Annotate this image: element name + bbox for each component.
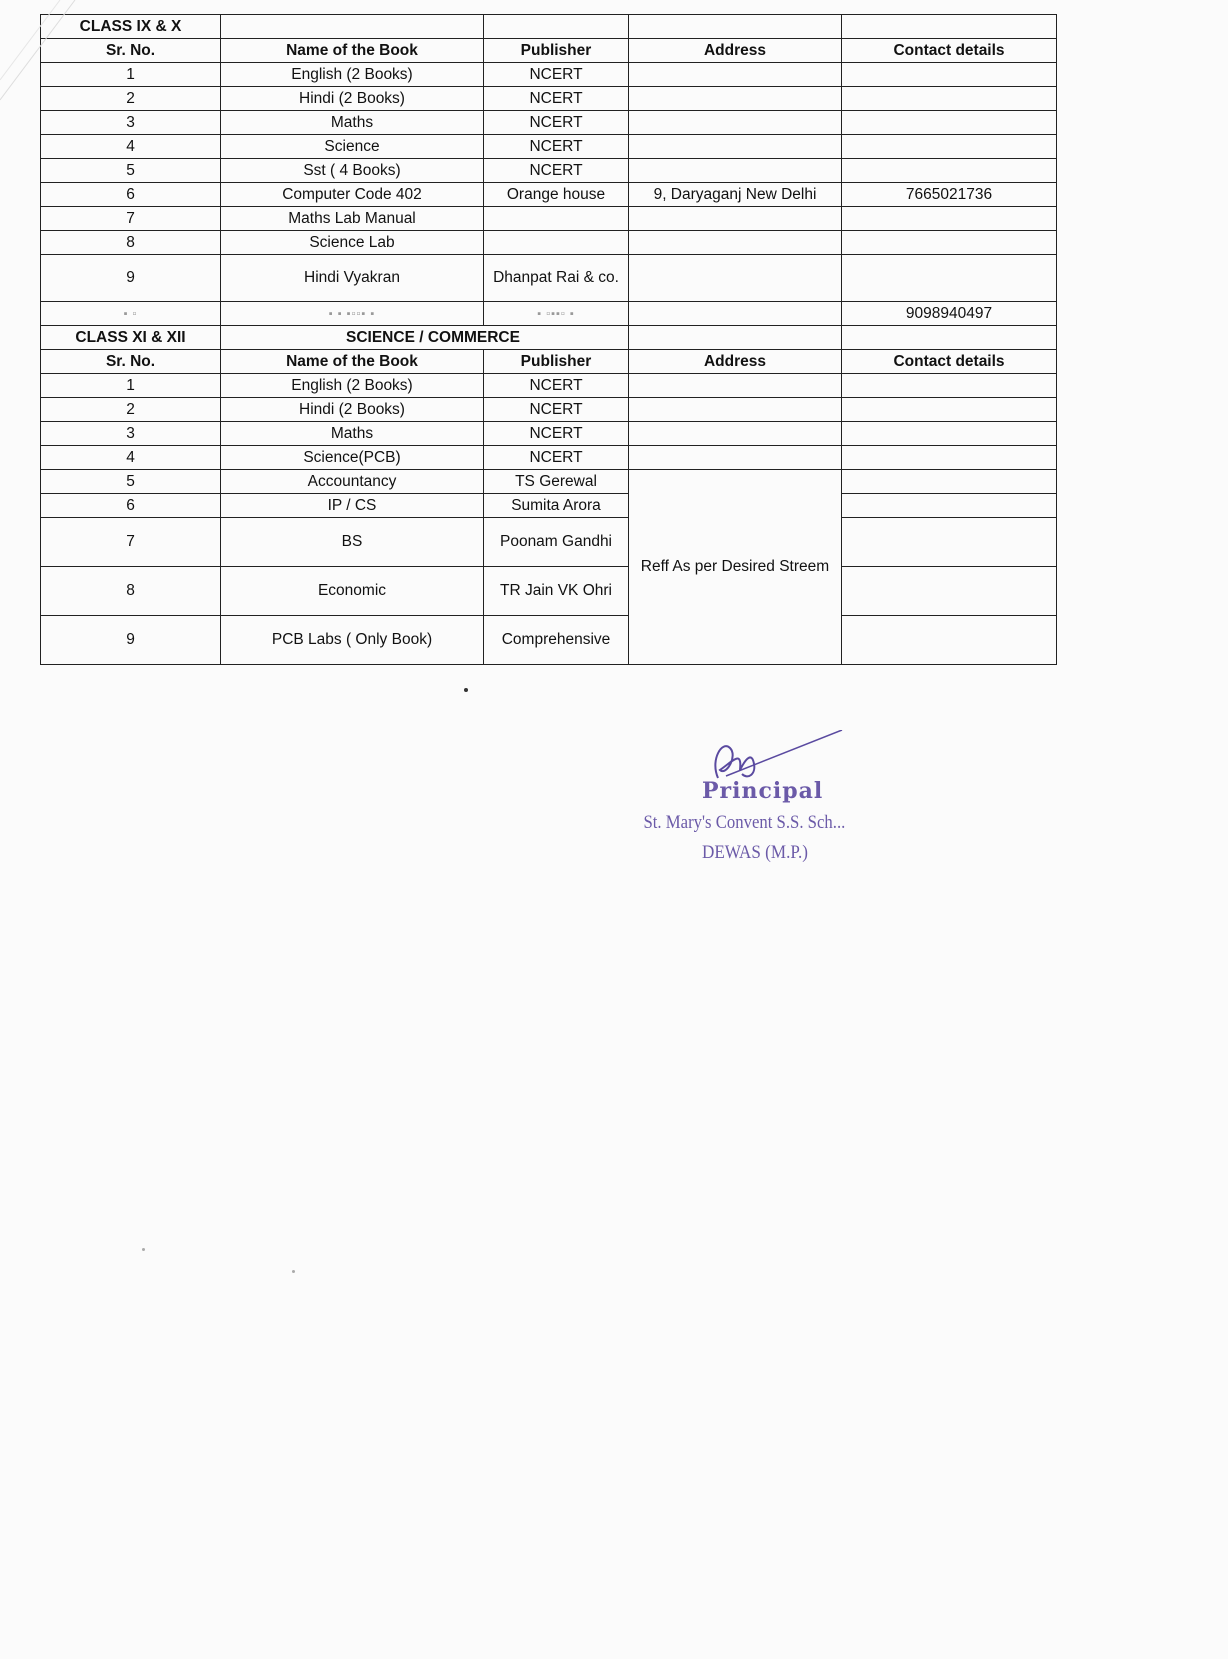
contact-cell xyxy=(842,422,1057,446)
contact-cell: 9098940497 xyxy=(842,302,1057,326)
table-row xyxy=(41,255,1057,302)
book-list-sheet xyxy=(40,14,1056,665)
contact-cell xyxy=(842,87,1057,111)
header-book-name: Name of the Book xyxy=(221,350,484,374)
sr-cell: 7 xyxy=(41,518,221,567)
sr-cell: 9 xyxy=(41,616,221,665)
sr-cell: 7 xyxy=(41,207,221,231)
contact-cell xyxy=(842,231,1057,255)
sr-cell: 5 xyxy=(41,470,221,494)
contact-cell xyxy=(842,446,1057,470)
address-cell: 9, Daryaganj New Delhi xyxy=(629,183,842,207)
contact-cell xyxy=(842,374,1057,398)
address-cell xyxy=(629,422,842,446)
sr-cell: 3 xyxy=(41,111,221,135)
section1-header-row xyxy=(41,39,1057,63)
book-cell: Sst ( 4 Books) xyxy=(221,159,484,183)
book-cell: Computer Code 402 xyxy=(221,183,484,207)
sr-cell: 8 xyxy=(41,567,221,616)
book-cell: English (2 Books) xyxy=(221,374,484,398)
header-publisher: Publisher xyxy=(484,39,629,63)
contact-cell xyxy=(842,159,1057,183)
illegible-row xyxy=(41,302,1057,326)
table-row xyxy=(41,567,1057,616)
table-row xyxy=(41,231,1057,255)
header-publisher: Publisher xyxy=(484,350,629,374)
book-cell: Science(PCB) xyxy=(221,446,484,470)
contact-cell xyxy=(842,111,1057,135)
table-row xyxy=(41,159,1057,183)
book-cell: Hindi Vyakran xyxy=(221,255,484,302)
section2-header-row xyxy=(41,350,1057,374)
address-cell xyxy=(629,231,842,255)
section1-class-label: CLASS IX & X xyxy=(41,15,221,39)
contact-cell: 7665021736 xyxy=(842,183,1057,207)
sr-cell: 6 xyxy=(41,183,221,207)
sr-cell: 6 xyxy=(41,494,221,518)
book-cell: Accountancy xyxy=(221,470,484,494)
address-cell xyxy=(629,159,842,183)
contact-cell xyxy=(842,518,1057,567)
sr-cell: 1 xyxy=(41,63,221,87)
publisher-cell: Dhanpat Rai & co. xyxy=(484,255,629,302)
table-row xyxy=(41,87,1057,111)
publisher-cell: NCERT xyxy=(484,159,629,183)
book-cell: English (2 Books) xyxy=(221,63,484,87)
publisher-cell: NCERT xyxy=(484,87,629,111)
address-cell xyxy=(629,63,842,87)
section2-class-label: CLASS XI & XII xyxy=(41,326,221,350)
address-cell xyxy=(629,111,842,135)
sr-cell: 5 xyxy=(41,159,221,183)
table-row xyxy=(41,63,1057,87)
sr-cell: 4 xyxy=(41,446,221,470)
sr-cell: 2 xyxy=(41,87,221,111)
contact-cell xyxy=(842,567,1057,616)
section2-stream-label: SCIENCE / COMMERCE xyxy=(221,326,629,350)
ink-dot xyxy=(464,688,468,692)
illegible-book: ▪ ▪ ▪▫▫▪ ▪ xyxy=(221,302,484,326)
contact-cell xyxy=(842,63,1057,87)
table-row xyxy=(41,183,1057,207)
book-cell: Maths xyxy=(221,111,484,135)
header-contact: Contact details xyxy=(842,39,1057,63)
contact-cell xyxy=(842,135,1057,159)
book-cell: Hindi (2 Books) xyxy=(221,398,484,422)
publisher-cell: TS Gerewal xyxy=(484,470,629,494)
address-cell xyxy=(629,446,842,470)
address-cell xyxy=(629,255,842,302)
sr-cell: 2 xyxy=(41,398,221,422)
sr-cell: 1 xyxy=(41,374,221,398)
section1-class-row xyxy=(41,15,1057,39)
address-cell xyxy=(629,87,842,111)
table-row xyxy=(41,135,1057,159)
publisher-cell: Poonam Gandhi xyxy=(484,518,629,567)
stamp-school: St. Mary's Convent S.S. Sch... xyxy=(643,812,846,833)
principal-stamp xyxy=(630,730,890,880)
header-sr-no: Sr. No. xyxy=(41,350,221,374)
stamp-place: DEWAS (M.P.) xyxy=(702,842,808,863)
address-cell xyxy=(629,135,842,159)
contact-cell xyxy=(842,255,1057,302)
book-cell: Hindi (2 Books) xyxy=(221,87,484,111)
publisher-cell: Orange house xyxy=(484,183,629,207)
book-list-table xyxy=(40,14,1057,665)
table-row xyxy=(41,470,1057,494)
contact-cell xyxy=(842,398,1057,422)
contact-cell xyxy=(842,616,1057,665)
header-address: Address xyxy=(629,39,842,63)
book-cell: Maths xyxy=(221,422,484,446)
table-row xyxy=(41,616,1057,665)
table-row xyxy=(41,207,1057,231)
sr-cell: 8 xyxy=(41,231,221,255)
book-cell: Economic xyxy=(221,567,484,616)
publisher-cell: NCERT xyxy=(484,111,629,135)
header-address: Address xyxy=(629,350,842,374)
scan-corner-shadow xyxy=(0,0,80,110)
sr-cell: 9 xyxy=(41,255,221,302)
table-row xyxy=(41,374,1057,398)
book-cell: Science Lab xyxy=(221,231,484,255)
publisher-cell: Sumita Arora xyxy=(484,494,629,518)
section2-class-row xyxy=(41,326,1057,350)
book-cell: Maths Lab Manual xyxy=(221,207,484,231)
publisher-cell: TR Jain VK Ohri xyxy=(484,567,629,616)
table-row xyxy=(41,518,1057,567)
sr-cell: 3 xyxy=(41,422,221,446)
publisher-cell xyxy=(484,231,629,255)
publisher-cell: NCERT xyxy=(484,63,629,87)
table-row xyxy=(41,398,1057,422)
header-sr-no: Sr. No. xyxy=(41,39,221,63)
book-cell: PCB Labs ( Only Book) xyxy=(221,616,484,665)
contact-cell xyxy=(842,207,1057,231)
publisher-cell: NCERT xyxy=(484,422,629,446)
header-contact: Contact details xyxy=(842,350,1057,374)
illegible-sr: ▪ ▫ xyxy=(41,302,221,326)
address-cell xyxy=(629,207,842,231)
publisher-cell: NCERT xyxy=(484,398,629,422)
publisher-cell xyxy=(484,207,629,231)
scan-speck xyxy=(142,1248,145,1251)
sr-cell: 4 xyxy=(41,135,221,159)
contact-cell xyxy=(842,470,1057,494)
book-cell: Science xyxy=(221,135,484,159)
address-cell xyxy=(629,302,842,326)
address-cell xyxy=(629,374,842,398)
book-cell: BS xyxy=(221,518,484,567)
table-row xyxy=(41,494,1057,518)
contact-cell xyxy=(842,494,1057,518)
stamp-title: Principal xyxy=(702,778,824,804)
publisher-cell: NCERT xyxy=(484,446,629,470)
illegible-publisher: ▪ ▫▪▪▫ ▪ xyxy=(484,302,629,326)
table-row xyxy=(41,422,1057,446)
address-cell xyxy=(629,398,842,422)
publisher-cell: NCERT xyxy=(484,374,629,398)
table-row xyxy=(41,446,1057,470)
publisher-cell: NCERT xyxy=(484,135,629,159)
publisher-cell: Comprehensive xyxy=(484,616,629,665)
merged-address-cell: Reff As per Desired Streem xyxy=(629,470,842,665)
header-book-name: Name of the Book xyxy=(221,39,484,63)
book-cell: IP / CS xyxy=(221,494,484,518)
table-row xyxy=(41,111,1057,135)
scan-speck xyxy=(292,1270,295,1273)
